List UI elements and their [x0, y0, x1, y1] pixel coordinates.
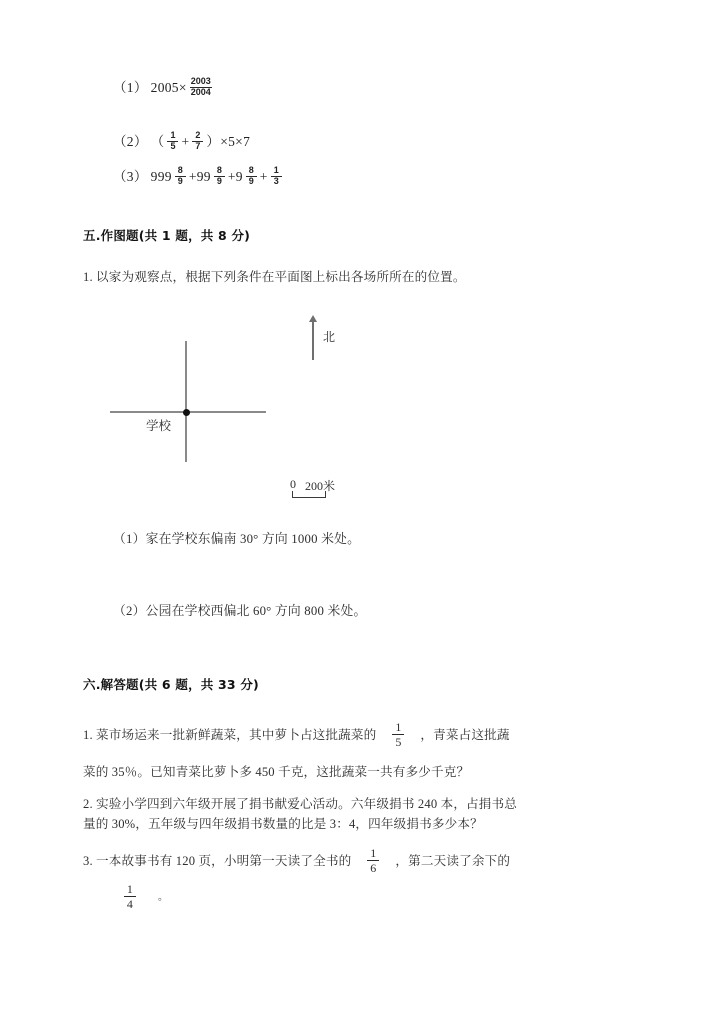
problem-3-fraction-2 — [124, 883, 136, 910]
problem-1-text-b: ，青菜占这批蔬 — [420, 727, 510, 742]
calc-item-3-op-1: +99 — [188, 168, 211, 184]
scale-bar-graphic — [292, 491, 326, 498]
calc-item-1-lead: 2005× — [150, 79, 187, 95]
fraction-numerator: 1 — [273, 165, 279, 175]
fraction-denominator: 5 — [395, 735, 402, 749]
calc-item-3-op-3: + — [259, 168, 268, 184]
problem-1-fraction — [392, 721, 404, 748]
fraction-numerator: 1 — [170, 130, 176, 140]
calc-item-3-label: （3） — [113, 168, 148, 184]
fraction-numerator: 8 — [177, 165, 183, 175]
fraction-denominator: 2004 — [190, 87, 211, 97]
calc-item-2-operator: + — [181, 133, 190, 149]
calc-item-2-trail: ）×5×7 — [206, 133, 251, 149]
fraction-numerator: 1 — [126, 882, 134, 896]
calc-item-2-label: （2） — [113, 133, 148, 149]
scale-bar-zero-label: 0 — [290, 477, 296, 491]
problem-3-tail: 。 — [158, 891, 169, 903]
section-six-problem-2-line-1: 2. 实验小学四到六年级开展了捐书献爱心活动。六年级捐书 240 本，占捐书总 — [83, 797, 518, 811]
fraction-denominator: 7 — [195, 141, 201, 151]
calc-item-2-open-paren: （ — [150, 133, 165, 149]
calc-item-1-label: （1） — [113, 79, 148, 95]
fraction-numerator: 8 — [216, 165, 222, 175]
calc-item-3-op-2: +9 — [227, 168, 243, 184]
section-six-problem-3-line-1 — [83, 848, 510, 875]
problem-3-text-a: 3. 一本故事书有 120 页，小明第一天读了全书的 — [83, 853, 352, 868]
fraction-numerator: 2 — [195, 130, 201, 140]
vertical-axis — [185, 341, 187, 462]
fraction-numerator: 2003 — [190, 76, 211, 86]
problem-1-text-a: 1. 菜市场运来一批新鲜蔬菜，其中萝卜占这批蔬菜的 — [83, 727, 377, 742]
scale-bar-value-label: 200米 — [305, 479, 336, 493]
origin-point-marker — [183, 409, 190, 416]
fraction-numerator: 1 — [370, 846, 377, 860]
section-five-sub-question-2: （2）公园在学校西偏北 60° 方向 800 米处。 — [113, 604, 367, 618]
calc-item-3-whole-1: 999 — [150, 168, 172, 184]
problem-3-text-b: ，第二天读了余下的 — [395, 853, 511, 868]
fraction-denominator: 9 — [248, 176, 254, 186]
north-label: 北 — [323, 330, 336, 344]
fraction-denominator: 4 — [126, 897, 134, 911]
fraction-numerator: 8 — [248, 165, 254, 175]
section-six-problem-2-line-2: 量的 30%，五年级与四年级捐书数量的比是 3：4，四年级捐书多少本？ — [83, 817, 483, 831]
section-six-problem-1-line-1 — [83, 722, 510, 749]
section-five-sub-question-1: （1）家在学校东偏南 30° 方向 1000 米处。 — [113, 532, 361, 546]
section-six-problem-1-line-2: 菜的 35％。已知青菜比萝卜多 450 千克，这批蔬菜一共有多少千克？ — [83, 765, 470, 779]
school-label: 学校 — [146, 419, 172, 433]
section-six-heading: 六.解答题(共 6 题，共 33 分) — [83, 677, 259, 692]
north-arrow-shaft — [312, 321, 314, 360]
section-five-question-1: 1. 以家为观察点，根据下列条件在平面图上标出各场所所在的位置。 — [83, 270, 466, 284]
section-six-problem-3-line-2 — [124, 884, 168, 911]
section-five-heading: 五.作图题(共 1 题，共 8 分) — [83, 228, 251, 243]
fraction-denominator: 5 — [170, 141, 176, 151]
fraction-denominator: 6 — [370, 861, 377, 875]
fraction-denominator: 3 — [273, 176, 279, 186]
problem-3-fraction-1 — [367, 847, 379, 874]
fraction-numerator: 1 — [395, 720, 402, 734]
fraction-denominator: 9 — [177, 176, 183, 186]
fraction-denominator: 9 — [216, 176, 222, 186]
